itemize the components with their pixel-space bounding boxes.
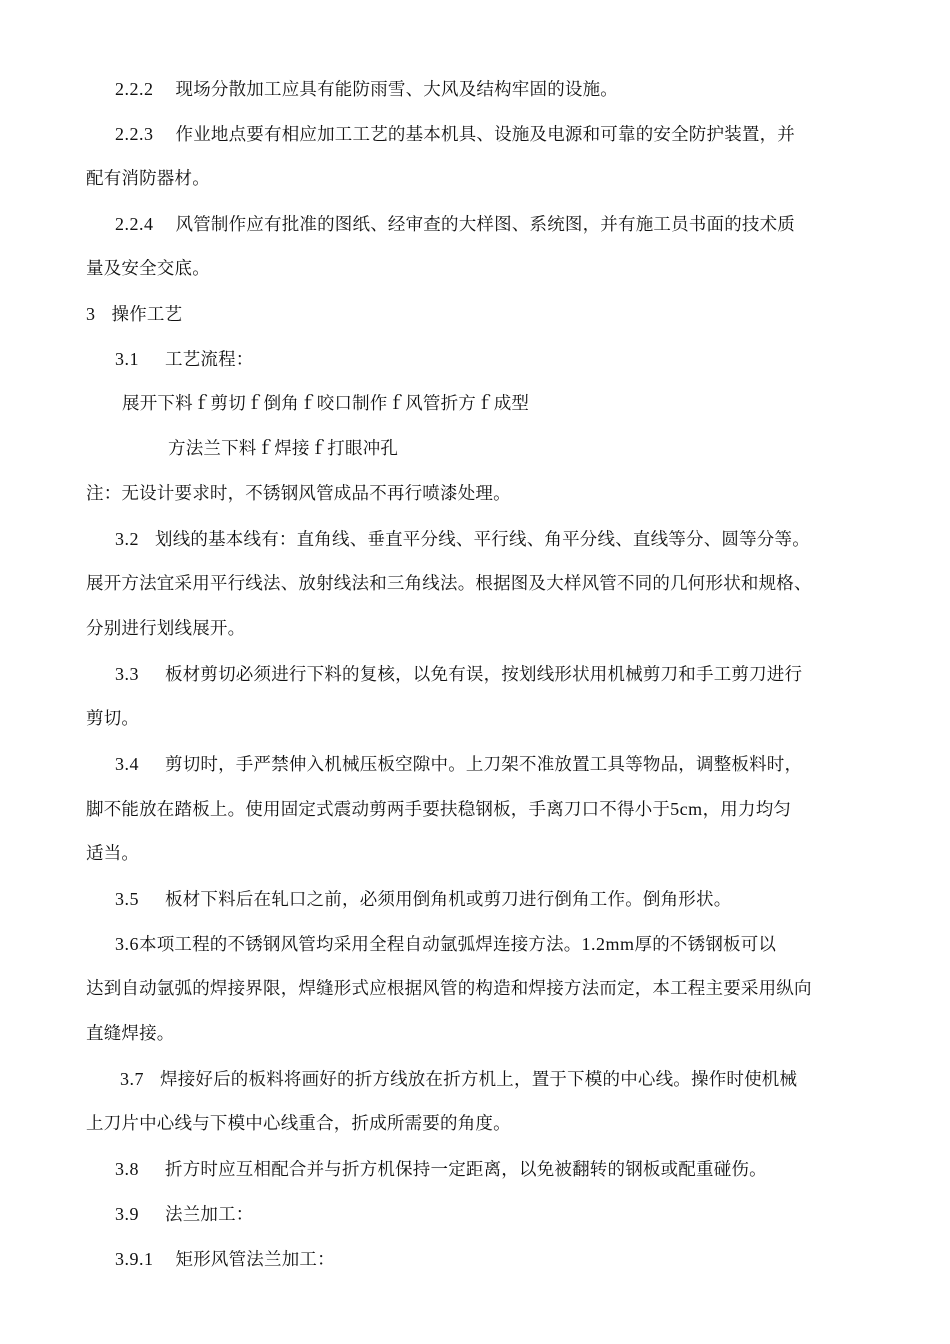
section-number: 3.6 (115, 934, 139, 954)
paragraph-3-1 (115, 347, 254, 372)
paragraph-text: 工艺流程： (165, 350, 254, 370)
paragraph-text: 作业地点要有相应加工工艺的基本机具、设施及电源和可靠的安全防护装置，并 (175, 125, 795, 145)
paragraph-text: 达到自动氩弧的焊接界限，焊缝形式应根据风管的构造和焊接方法而定，本工程主要采用纵向 (86, 979, 812, 999)
paragraph-2-2-3 (115, 122, 795, 147)
paragraph-3-6 (115, 932, 776, 957)
paragraph-text: 划线的基本线有：直角线、垂直平分线、平行线、角平分线、直线等分、圆等分等。 (155, 530, 810, 550)
note-text: 注：无设计要求时，不锈钢风管成品不再行喷漆处理。 (86, 484, 511, 504)
heading-3 (86, 302, 182, 327)
section-number: 2.2.3 (115, 124, 154, 144)
paragraph-text: 量及安全交底。 (86, 259, 210, 279)
paragraph-text: 板材下料后在轧口之前，必须用倒角机或剪刀进行倒角工作。倒角形状。 (165, 890, 732, 910)
paragraph-text: 矩形风管法兰加工： (175, 1250, 335, 1270)
paragraph-3-6-cont-2 (86, 1022, 175, 1046)
note (86, 482, 511, 506)
paragraph-3-2 (115, 527, 810, 552)
paragraph-3-8 (115, 1157, 767, 1182)
process-flow-text: 展开下料ｆ剪切ｆ倒角ｆ咬口制作ｆ风管折方ｆ成型 (122, 394, 530, 414)
section-number: 3.2 (115, 529, 139, 549)
section-number: 3.7 (120, 1069, 144, 1089)
section-number: 3.3 (115, 664, 139, 684)
paragraph-3-7 (120, 1067, 797, 1092)
section-number: 3.9 (115, 1204, 139, 1224)
paragraph-3-5 (115, 887, 731, 912)
section-number: 3.5 (115, 889, 139, 909)
paragraph-text: 脚不能放在踏板上。使用固定式震动剪两手要扶稳钢板，手离刀口不得小于 (86, 800, 671, 820)
section-number: 3.8 (115, 1159, 139, 1179)
paragraph-3-3-cont (86, 707, 139, 731)
paragraph-text: 剪切时，手严禁伸入机械压板空隙中。上刀架不准放置工具等物品，调整板料时， (165, 755, 803, 775)
paragraph-text: 板材剪切必须进行下料的复核，以免有误，按划线形状用机械剪刀和手工剪刀进行 (165, 665, 803, 685)
paragraph-3-4-cont-1 (86, 797, 791, 822)
paragraph-text: 上刀片中心线与下模中心线重合，折成所需要的角度。 (86, 1114, 511, 1134)
measurement-value: 1.2mm (581, 934, 635, 954)
paragraph-text: 厚的不锈钢板可以 (634, 935, 777, 955)
paragraph-text: 本项工程的不锈钢风管均采用全程自动氩弧焊连接方法。 (139, 935, 582, 955)
paragraph-2-2-2 (115, 77, 618, 102)
paragraph-3-2-cont-2 (86, 617, 245, 641)
paragraph-2-2-4-cont (86, 257, 210, 281)
paragraph-3-9 (115, 1202, 254, 1227)
paragraph-text: 分别进行划线展开。 (86, 619, 246, 639)
paragraph-text: 折方时应互相配合并与折方机保持一定距离，以免被翻转的钢板或配重碰伤。 (165, 1160, 767, 1180)
paragraph-3-3 (115, 662, 802, 687)
section-number: 3.1 (115, 349, 139, 369)
paragraph-text: 展开方法宜采用平行线法、放射线法和三角线法。根据图及大样风管不同的几何形状和规格、 (86, 574, 812, 594)
paragraph-text: 直缝焊接。 (86, 1024, 175, 1044)
heading-text: 操作工艺 (111, 305, 183, 325)
paragraph-text: 配有消防器材。 (86, 169, 210, 189)
section-number: 3.4 (115, 754, 139, 774)
section-number: 3 (86, 304, 96, 324)
paragraph-3-2-cont-1 (86, 572, 812, 596)
process-flow-line-2 (168, 437, 398, 461)
paragraph-text: 现场分散加工应具有能防雨雪、大风及结构牢固的设施。 (175, 80, 618, 100)
paragraph-2-2-4 (115, 212, 795, 237)
paragraph-3-4-cont-2 (86, 842, 139, 866)
paragraph-text: 焊接好后的板料将画好的折方线放在折方机上，置于下模的中心线。操作时使机械 (160, 1070, 798, 1090)
measurement-value: 5cm (670, 799, 703, 819)
paragraph-text: 风管制作应有批准的图纸、经审查的大样图、系统图，并有施工员书面的技术质 (175, 215, 795, 235)
section-number: 3.9.1 (115, 1249, 154, 1269)
paragraph-text: 法兰加工： (165, 1205, 254, 1225)
section-number: 2.2.4 (115, 214, 154, 234)
paragraph-text: 适当。 (86, 844, 140, 864)
paragraph-3-6-cont-1 (86, 977, 812, 1001)
process-flow-text: 方法兰下料ｆ焊接ｆ打眼冲孔 (168, 439, 399, 459)
paragraph-text: ，用力均匀 (702, 800, 792, 820)
paragraph-text: 剪切。 (86, 709, 140, 729)
process-flow-line-1 (122, 392, 529, 416)
paragraph-2-2-3-cont (86, 167, 210, 191)
paragraph-3-7-cont (86, 1112, 511, 1136)
paragraph-3-4 (115, 752, 802, 777)
paragraph-3-9-1 (115, 1247, 335, 1272)
section-number: 2.2.2 (115, 79, 154, 99)
